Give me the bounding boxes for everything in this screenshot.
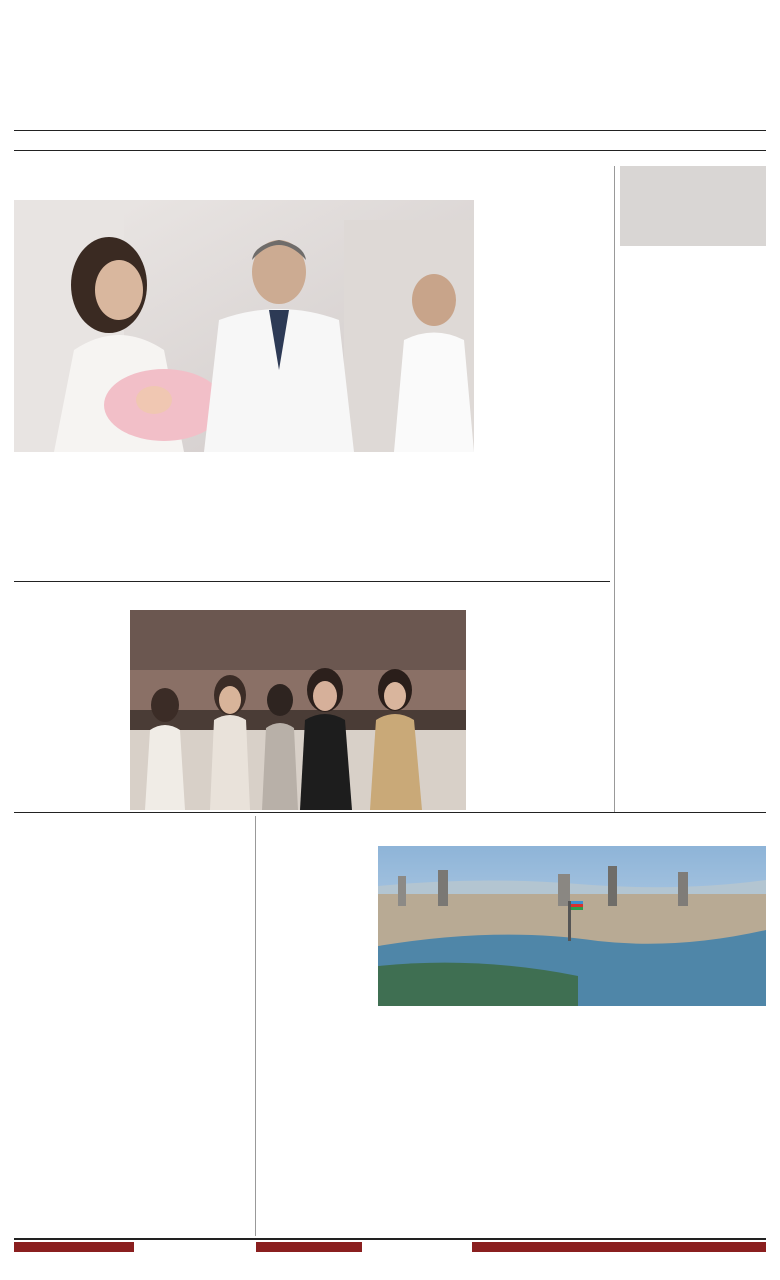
contact-heading: [472, 1242, 766, 1252]
divider-right: [614, 166, 615, 812]
divider-story1: [14, 581, 610, 582]
divider-oilgas: [255, 816, 256, 1236]
tourism-col4: [638, 1010, 766, 1224]
story1-col1: [14, 472, 102, 578]
story1-col3: [218, 458, 306, 578]
story1-col2: [122, 458, 210, 578]
imf-col: [620, 256, 766, 810]
inside-col1[interactable]: [14, 1254, 132, 1280]
inside-col3[interactable]: [256, 1254, 362, 1280]
tourism-col2: [378, 1010, 502, 1236]
tourism-col3: [508, 1010, 632, 1236]
masthead-rule-top: [14, 130, 766, 131]
story1-col5: [386, 165, 476, 578]
online-heading[interactable]: [256, 1242, 362, 1252]
divider-mid: [14, 812, 766, 813]
tourism-col1: [260, 862, 372, 1234]
inside-col2[interactable]: [136, 1242, 252, 1280]
matsuev-col2: [470, 610, 610, 800]
inside-col4[interactable]: [366, 1242, 468, 1280]
tourism-photo: [378, 846, 766, 1006]
inside-heading: [14, 1242, 134, 1252]
oilgas-col1: [14, 884, 134, 1224]
matsuev-photo: [130, 610, 466, 810]
oilgas-col2: [138, 862, 250, 1224]
matsuev-col1: [14, 628, 126, 810]
masthead-rule-bottom: [14, 150, 766, 151]
divider-bottom: [14, 1238, 766, 1240]
imf-box[interactable]: [620, 166, 766, 246]
